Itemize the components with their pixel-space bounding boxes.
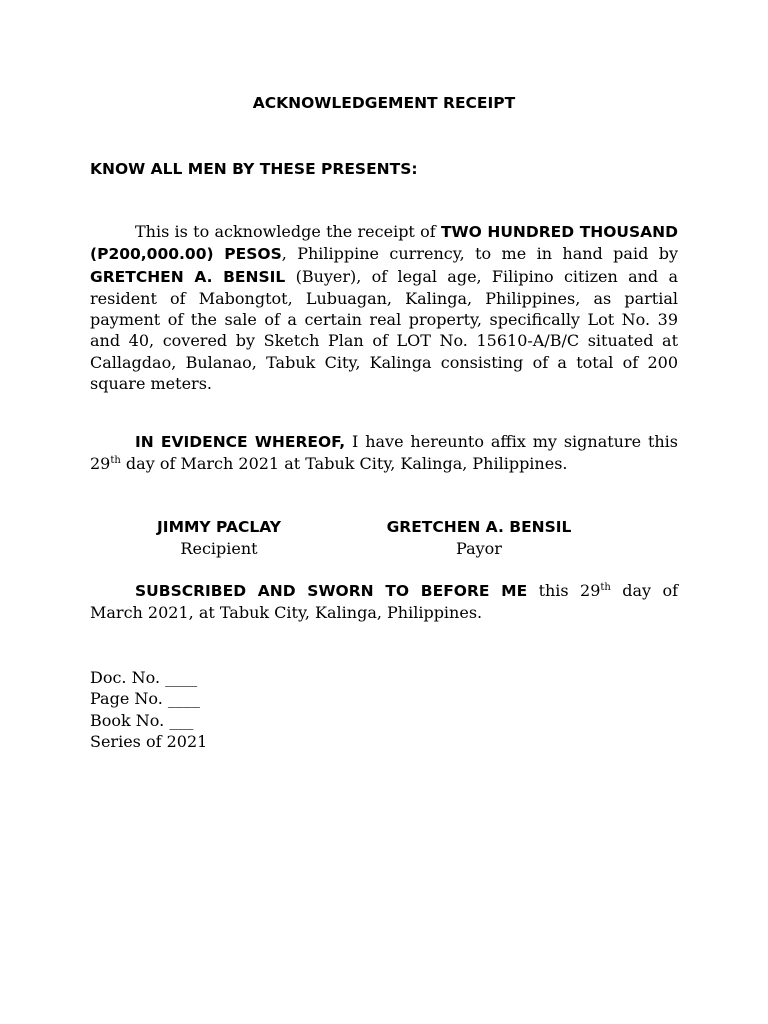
receipt-text-3: (Buyer), of legal age, Filipino citizen and a resident of Mabongtot, Lubuagan, Kalinga, Philippines, as partial payment of the sale of a certain real property, specifically Lot No. 39 and 40, covered by Sketch Plan of LOT No. 15610-A/B/C situated at Callagdao, Bulanao, Tabuk City, Kalinga consisting of a total of 200 square meters.	[90, 266, 679, 394]
book-number: Book No. ___	[90, 710, 194, 730]
evidence-paragraph	[90, 431, 678, 475]
recipient-role: Recipient	[180, 539, 258, 558]
page-number: Page No. ____	[90, 689, 200, 709]
jurat-paragraph	[90, 580, 678, 624]
receipt-text-2: , Philippine currency, to me in hand paid by	[281, 244, 678, 264]
receipt-paragraph	[90, 221, 678, 394]
doc-number: Doc. No. ____	[90, 668, 198, 687]
receipt-amount: TWO HUNDRED THOUSAND (P200,000.00) PESOS	[90, 223, 679, 264]
series-year: Series of 2021	[90, 731, 208, 751]
notarial-register	[90, 667, 207, 752]
receipt-buyer-name: GRETCHEN A. BENSIL	[90, 267, 286, 286]
jurat-lead: SUBSCRIBED AND SWORN TO BEFORE ME	[135, 582, 528, 600]
recipient-name: JIMMY PACLAY	[157, 518, 281, 536]
receipt-text-1: This is to acknowledge the receipt of	[135, 222, 441, 241]
evidence-ordinal: th	[110, 455, 121, 467]
evidence-lead: IN EVIDENCE WHEREOF,	[135, 433, 346, 451]
signatory-payor	[354, 516, 604, 560]
document-title: ACKNOWLEDGEMENT RECEIPT	[252, 94, 516, 112]
payor-role: Payor	[456, 539, 502, 558]
jurat-text-1: this 29	[527, 581, 601, 600]
payor-name: GRETCHEN A. BENSIL	[386, 518, 572, 536]
jurat-text-2: day of March 2021, at Tabuk City, Kalinga, Philippines.	[90, 581, 679, 623]
evidence-text-1: I have hereunto affix my signature this 29	[90, 432, 679, 474]
evidence-text-2: day of March 2021 at Tabuk City, Kalinga, Philippines.	[120, 454, 568, 474]
jurat-ordinal: th	[600, 582, 611, 593]
document-heading: KNOW ALL MEN BY THESE PRESENTS:	[90, 160, 418, 178]
signatory-recipient	[94, 516, 344, 560]
